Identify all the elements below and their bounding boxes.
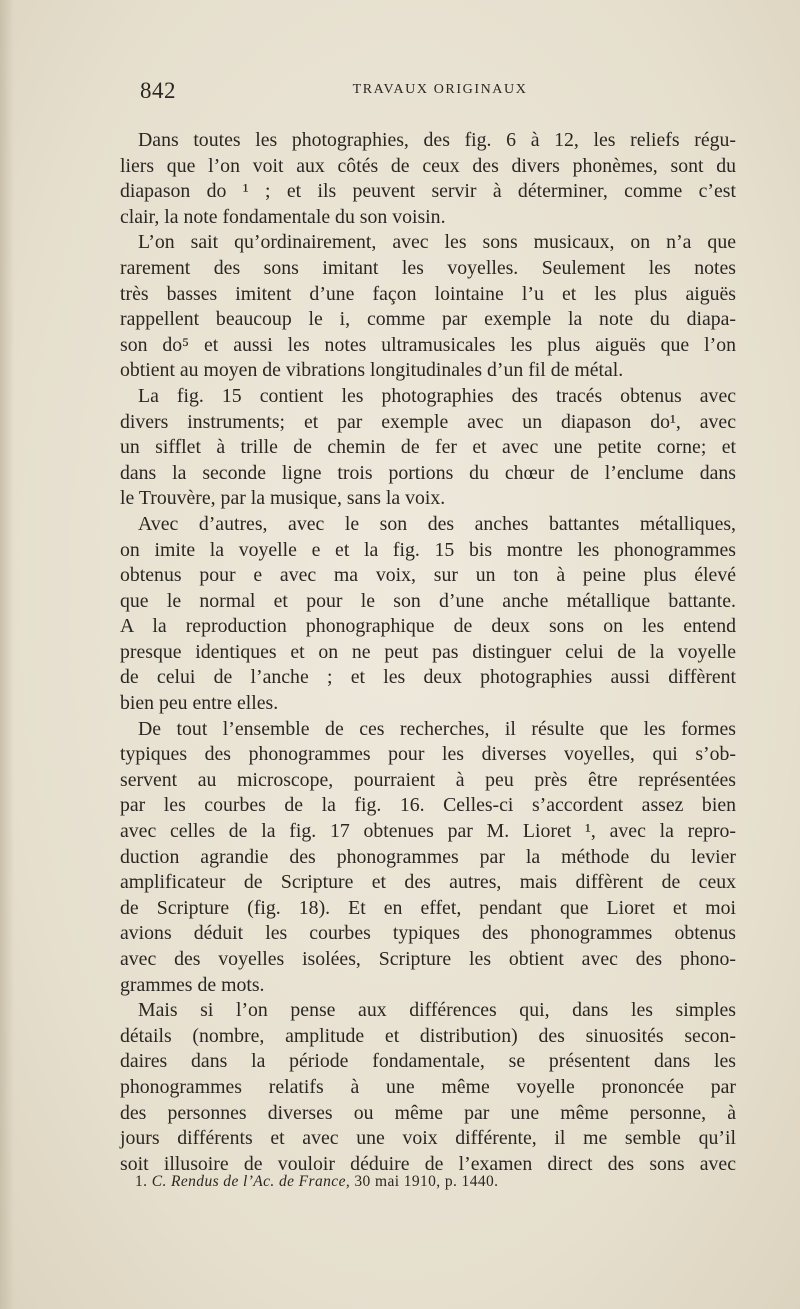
footnote-journal: C. Rendus de l’Ac. de France, — [151, 1173, 351, 1190]
text-line: daires dans la période fondamentale, se présentent dans les — [120, 1050, 736, 1073]
text-line: très basses imitent d’une façon lointaine l’u et les plus aiguës — [120, 282, 736, 305]
text-line: de celui de l’anche ; et les deux photographies aussi diffèrent — [120, 666, 736, 689]
text-line: son do⁵ et aussi les notes ultramusicales les plus aiguës que l’on — [120, 333, 736, 356]
text-line: duction agrandie des phonogrammes par la méthode du levier — [120, 845, 736, 868]
text-line: Avec d’autres, avec le son des anches battantes métalliques, — [138, 512, 736, 535]
text-line: diapason do ¹ ; et ils peuvent servir à déterminer, comme c’est — [120, 180, 736, 203]
page-number: 842 — [140, 78, 176, 103]
text-line: De tout l’ensemble de ces recherches, il résulte que les formes — [138, 717, 736, 740]
text-line: avions déduit les courbes typiques des phonogrammes obtenus — [120, 922, 736, 945]
text-line: bien peu entre elles. — [120, 692, 279, 715]
text-line: Dans toutes les photographies, des fig. 6 à 12, les reliefs régu- — [138, 129, 736, 151]
page-header — [140, 78, 740, 104]
text-line: grammes de mots. — [120, 973, 265, 996]
text-line: presque identiques et on ne peut pas distinguer celui de la voyelle — [120, 640, 736, 663]
text-line: obtient au moyen de vibrations longitudinales d’un fil de métal. — [120, 359, 624, 382]
text-line: A la reproduction phonographique de deux sons on les entend — [120, 615, 736, 638]
text-line: liers que l’on voit aux côtés de ceux des divers phonèmes, sont du — [120, 154, 736, 177]
text-line: clair, la note fondamentale du son voisin. — [120, 205, 446, 228]
text-line: divers instruments; et par exemple avec un diapason do¹, avec — [120, 410, 736, 433]
text-line: soit illusoire de vouloir déduire de l’examen direct des sons avec — [120, 1152, 736, 1175]
text-line: La fig. 15 contient les photographies des tracés obtenus avec — [138, 384, 736, 407]
text-line: par les courbes de la fig. 16. Celles-ci s’accordent assez bien — [120, 794, 736, 817]
text-line: jours différents et avec une voix différente, il me semble qu’il — [120, 1127, 736, 1150]
text-line: obtenus pour e avec ma voix, sur un ton à peine plus élevé — [120, 564, 736, 587]
footnote — [135, 1173, 735, 1191]
text-line: amplificateur de Scripture et des autres, mais diffèrent de ceux — [120, 871, 736, 894]
text-line: servent au microscope, pourraient à peu près être représentées — [120, 768, 736, 791]
text-line: rappellent beaucoup le i, comme par exemple la note du diapa- — [120, 308, 736, 331]
text-line: Mais si l’on pense aux différences qui, dans les simples — [138, 999, 736, 1022]
text-line: phonogrammes relatifs à une même voyelle prononcée par — [120, 1075, 736, 1098]
text-line: le Trouvère, par la musique, sans la voix. — [120, 487, 446, 510]
text-line: rarement des sons imitant les voyelles. Seulement les notes — [120, 256, 736, 279]
text-line: de Scripture (fig. 18). Et en effet, pendant que Lioret et moi — [120, 896, 736, 919]
text-line: que le normal et pour le son d’une anche métallique battante. — [120, 589, 736, 612]
footnote-number: 1. — [135, 1173, 148, 1190]
text-line: typiques des phonogrammes pour les diverses voyelles, qui s’ob- — [120, 743, 736, 766]
text-line: des personnes diverses ou même par une même personne, à — [120, 1101, 736, 1124]
page-edge-shadow — [0, 0, 14, 1309]
text-line: on imite la voyelle e et la fig. 15 bis montre les phonogrammes — [120, 538, 736, 561]
body-text — [120, 128, 736, 1177]
text-line: avec des voyelles isolées, Scripture les obtient avec des phono- — [120, 948, 736, 970]
text-line: détails (nombre, amplitude et distribution) des sinuosités secon- — [120, 1024, 736, 1047]
text-line: dans la seconde ligne trois portions du chœur de l’enclume dans — [120, 461, 736, 484]
text-line: un sifflet à trille de chemin de fer et avec une petite corne; et — [120, 436, 736, 459]
footnote-details: 30 mai 1910, p. 1440. — [354, 1173, 499, 1190]
text-line: avec celles de la fig. 17 obtenues par M. Lioret ¹, avec la repro- — [120, 820, 736, 843]
text-line: L’on sait qu’ordinairement, avec les sons musicaux, on n’a que — [138, 231, 736, 254]
running-head: TRAVAUX ORIGINAUX — [352, 82, 528, 97]
